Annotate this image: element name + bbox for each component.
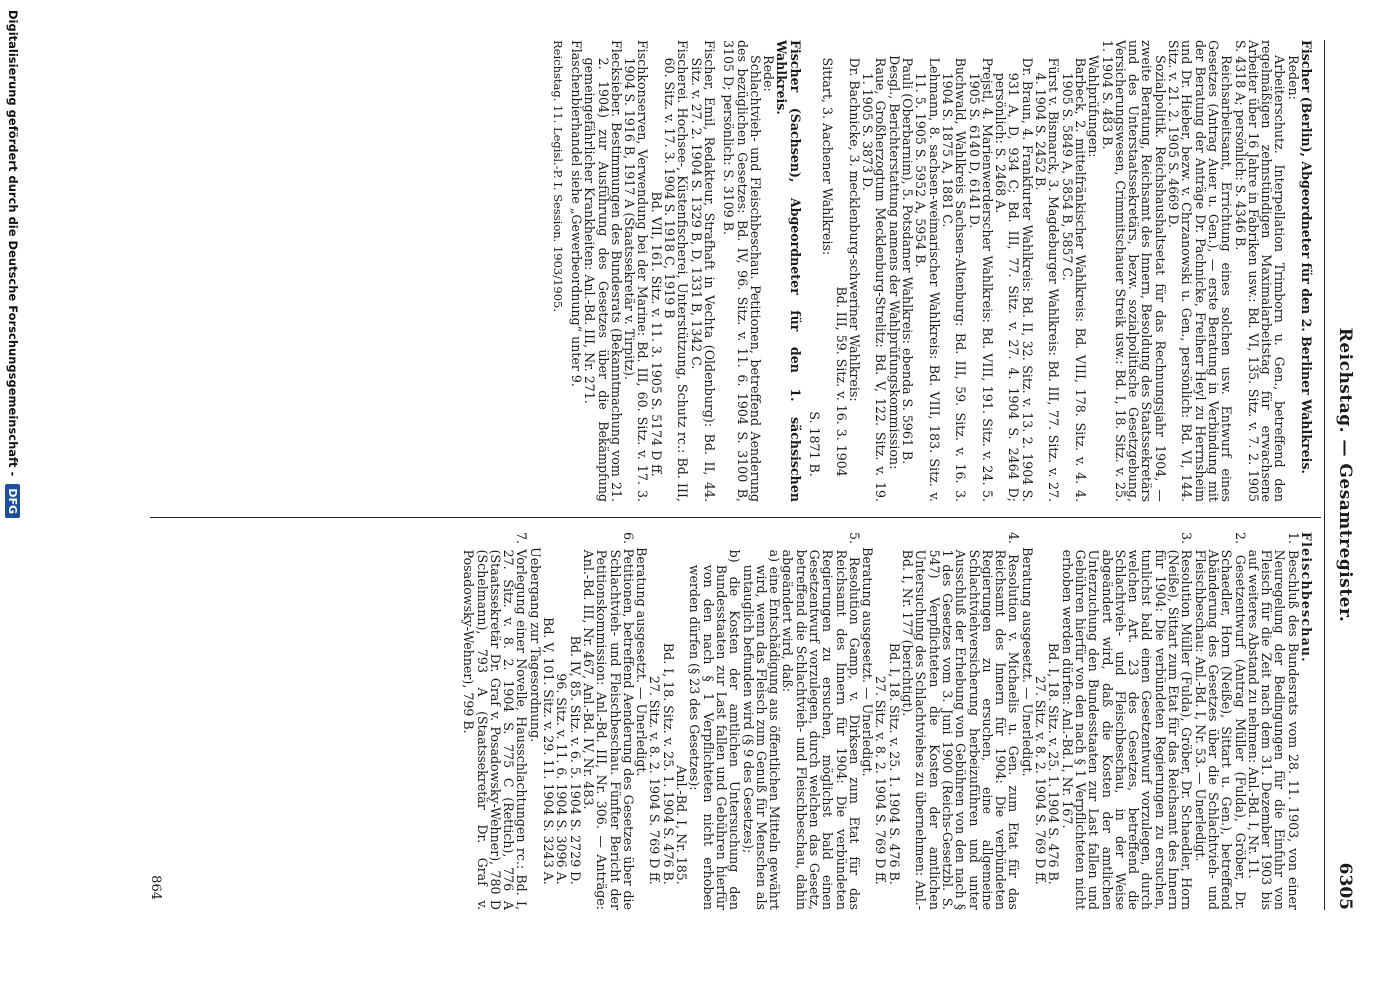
- entry-text: 1. Beschluß des Bundesrats vom 28. 11. 1903, von einer Neuregelung der Bedingungen für die Einfuhr von Fleisch für die Zeit nach dem 31. Dezember 1903 bis auf weiteres Abstand zu nehmen: Anl.-Bd. I, Nr. 11.: [1245, 532, 1301, 910]
- entry-text: Barbeck, 2. mittelfränkischer Wahlkreis: Bd. VIII, 178. Sitz. v. 4. 4. 1905 S. 5849 A, 5854 B, 5857 C.: [1059, 57, 1088, 502]
- entry-text: Raue, Großherzogtum Mecklenburg-Strelitz: Bd. V, 122. Sitz. v. 19. 1. 1905 S. 3873 D.: [860, 57, 889, 502]
- entry-heading: Fischer (Sachsen), Abgeordneter für den 1. sächsischen Wahlkreis.: [774, 40, 803, 502]
- entry-text: Sittart, 3. Aachener Wahlkreis:: [820, 57, 836, 256]
- entry-text: Arbeiterschutz. Interpellation Trimborn u. Gen., betreffend den regelmäßigen zehnstündigen Maximalarbeitstag für erwachsene Arbeiter über 16 Jahre in Fabriken usw.: Bd. VI, 135. Sitz. v. 7. 2. 1905 S. 4318 A; persönlich: S. 4346 B.: [1232, 40, 1288, 502]
- entry-text: 4. Resolution v. Michaelis u. Gen. zum Etat für das Reichsamt des Innern für 1904: Die verbündeten Regierungen zu ersuchen, eine allgemeine Schlachtviehversicherung herbeizuführen und unter Ausschluß der Erhebung von Gebühren von den nach § 1 des Gesetzes vom 3. Juni 1900 (Reichs-Gesetzbl. S. 547) Verpflichteten die Kosten der amtlichen Untersuchung des Schlachtviehes zu übernehmen: Anl.-Bd. I, Nr. 177 (berichtigt).: [900, 532, 1022, 910]
- entry-text: Dr. Braun, 4. Frankfurter Wahlkreis: Bd. II, 32. Sitz. v. 13. 2. 1904 S. 931 A, D, 934 C; Bd. III, 77. Sitz. v. 27. 4. 1904 S. 2464 D; persönlich: S. 2468 A.: [993, 57, 1035, 502]
- entry-text: Bd. I, 18. Sitz. v. 25. 1. 1904 S. 476 B.: [660, 642, 676, 885]
- page-number: 6305: [1335, 862, 1355, 910]
- entry-text: Fischer, Emil, Redakteur, Strafhaft in Vechta (Oldenburg): Bd. II, 44. Sitz. v. 27. 2. 1904 S. 1329 B, D, 1331 B, 1342 C.: [688, 40, 717, 502]
- right-column: [462, 532, 1313, 910]
- footer-page-number: 864: [148, 875, 163, 900]
- entry-text: Reichsarbeitsamt, Errichtung eines solchen usw. Entwurf eines Gesetzes (Antrag Auer u. Gen.), — erste Beratung in Verbindung mit der Beratung der Anträge Dr. Pachnicke, Freiherr Heyl zu Herrnsheim und Dr. Hieber, bezw. v. Chrzanowski u. Gen., persönlich: Bd. VI, 144. Sitz. v. 21. 2. 1905 S. 4669 D.: [1166, 40, 1235, 502]
- column-divider: [150, 517, 1321, 518]
- entry-text: Schlachtvieh- und Fleischbeschau. Petitionen, betreffend Aenderung des bezüglichen Gesetzes: Bd. IV, 96. Sitz. v. 11. 6. 1904 S. 3100 B, 3105 D; persönlich: S. 3109 B.: [721, 40, 763, 502]
- entry-text: Bd. V, 101. Sitz. v. 29. 11. 1904 S. 3243 A.: [541, 617, 557, 885]
- entry-text: Lehmann, 8. sachsen-weimarischer Wahlkreis: Bd. VIII, 183. Sitz. v. 11. 5. 1905 S. 5952 A, 5954 B.: [913, 57, 942, 502]
- entry-heading: Fleischbeschau.: [1299, 532, 1314, 663]
- subheading: Rede:: [761, 55, 777, 92]
- entry-text: Dr. Bachnicke, 3. mecklenburg-schweriner Wahlkreis:: [846, 57, 862, 402]
- entry-text: Beratung ausgesetzt. — Unerledigt.: [1019, 547, 1035, 777]
- entry-text: 96. Sitz. v. 11. 6. 1904 S. 3096 A.: [554, 673, 570, 885]
- entry-text: Bd. III, 59. Sitz. v. 16. 3. 1904: [833, 286, 849, 477]
- entry-text: 5. Resolution Gamp, v. Dirksen zum Etat für das Reichsamt des Innern für 1904: Die verbündeten Regierungen zu ersuchen, möglichst bald einen Gesetzentwurf vorzulegen, durch welchen das Gesetz, betreffend die Schlachtvieh- und Fleischbeschau, dahin abgeändert wird, daß:: [780, 532, 862, 910]
- entry-text: Uebergang zur Tagesordnung.: [527, 547, 543, 743]
- entry-text: Pauli (Oberbarnim), 5. Potsdamer Wahlkreis: ebenda S. 5961 B.: [900, 57, 916, 465]
- entry-text: a) eine Entschädigung aus öffentlichen Mitteln gewährt wird, wenn das Fleisch zum Genuß für Menschen als untauglich befunden wird (§ 9 des Gesetzes);: [740, 549, 783, 910]
- digitization-note: [0, 0, 26, 1000]
- entry-text: Fürst v. Bismarck, 3. Magdeburger Wahlkreis: Bd. III, 77. Sitz. v. 27. 4. 1904 S. 2452 B.: [1033, 57, 1062, 502]
- running-title: Reichstag. — Gesamtregister.: [1335, 327, 1355, 623]
- entry-text: 27. Sitz. v. 8. 2. 1904 S. 769 D ff.: [647, 675, 663, 885]
- entry-text: 6. Petitionen, betreffend Aenderung des Gesetzes über die Schlachtvieh- und Fleischbeschau. Fünfter Bericht der Petitionskommission: Anl.-Bd. III, Nr. 306. — Anträge: Anl.-Bd. III, Nr. 467, Anl.-Bd. IV, Nr. 483.: [580, 532, 636, 910]
- entry-text: 3. Resolution Müller (Fulda), Gröber, Dr. Schaedler, Horn (Neiße), Sittart zum Etat für das Reichsamt des Innern für 1904: Die verbündeten Regierungen zu ersuchen, tunlichst bald einen Gesetzentwurf vorzulegen, durch welchen Art. 23 des Gesetzes, betreffend die Schlachtvieh- und Fleischbeschau, in der Weise abgeändert wird, daß die Kosten der amtlichen Unterzuchung den Bundesstaaten zur Last fallen und Gebühren hierfür von den nach § 1 Verpflichteten nicht erhoben werden dürfen: Anl.-Bd. I, Nr. 167.: [1059, 532, 1195, 910]
- entry-text: 2. Gesetzentwurf (Antrag Müller (Fulda), Gröber, Dr. Schaedler, Horn (Neiße), Sittart u. Gen.), betreffend Abänderung des Gesetzes über die Schlachtvieh- und Fleischbeschau: Anl.-Bd. I, Nr. 53. — Unerledigt.: [1192, 532, 1248, 910]
- entry-text: Bd. I, 18. Sitz. v. 25. 1. 1904 S. 476 B.: [886, 642, 902, 885]
- entry-text: 27. Sitz. v. 8. 2. 1904 S. 769 D ff.: [873, 675, 889, 885]
- entry-text: Fischerei. Hochsee-, Küstenfischerei, Unterstützung, Schutz rc.: Bd. III, 60. Sitz. v. 17. 3. 1904 S. 1918 C, 1919 B: [662, 40, 691, 502]
- subheading: Reden:: [1285, 55, 1301, 100]
- entry-text: Fischkonserven, Verwendung bei der Marine: Bd. III, 60. Sitz. v. 17. 3. 1904 S. 1916 B, 1917 A (Staatssekretär v. Tirpitz).: [622, 40, 651, 502]
- entry-text: Desgl., Berichterstattung namens der Wahlprüfungskommission:: [886, 55, 902, 470]
- entry-text: b) die Kosten der amtlichen Untersuchung den Bundesstaaten zur Last fallen und Gebühren hierfür von den nach § 1 Verpflichteten nicht erhoben werden dürfen (§ 23 des Gesetzes):: [687, 549, 743, 910]
- page-header: [1329, 40, 1355, 910]
- entry-heading: Fischer (Berlin), Abgeordneter für den 2. Berliner Wahlkreis.: [1299, 40, 1314, 474]
- subheading: Wahlprüfungen:: [1086, 55, 1102, 158]
- entry-text: Anl.-Bd. I, Nr. 185.: [674, 765, 690, 885]
- entry-text: Sozialpolitik. Reichshaushaltsetat für das Rechnungsjahr 1904, — zweite Beratung, Reichsamt des Innern, Besoldung des Staatssekretärs und des Unterstaatssekretärs, bezw. sozialpolitische Gesetzgebung, Versicherungswesen, Crimmitschauer Streik usw.: Bd. I, 18. Sitz. v. 25. 1. 1904 S. 483 B.: [1099, 40, 1168, 502]
- entry-text: Flaschenbierhandel siehe „Gewerbeordnung“ unter 9.: [568, 40, 584, 387]
- entry-text: Bd. I, 18. Sitz. v. 25. 1. 1904 S. 476 B.: [1046, 642, 1062, 885]
- entry-text: Buchwald, Wahlkreis Sachsen-Altenburg: Bd. III, 59. Sitz. v. 16. 3. 1904 S. 1875 A, 1881 C.: [939, 57, 969, 502]
- entry-text: 7. Vorlegung einer Novelle, Hausschlachtungen rc.: Bd. I, 27. Sitz. v. 8. 2. 1904 S. 775 C (Rettich), 776 A (Staatssekretär Dr. Graf v. Posadowsky-Wehner), 780 D (Schelmann), 793 A (Staatssekretär Dr. Graf v. Posadowsky-Wehner), 799 B.: [461, 532, 530, 910]
- footer-citation: Reichstag. 11. Legisl.-P. I. Session. 1903/1905.: [550, 40, 565, 313]
- left-column: [550, 40, 1313, 502]
- entry-text: 27. Sitz. v. 8. 2. 1904 S. 769 D ff.: [1033, 675, 1049, 885]
- entry-text: Flecksieber. Bestimmungen des Bundesrats (Bekanntmachung vom 21. 2. 1904) zur Ausführung des Gesetzes über die Bekämpfung gemeingefährlicher Krankheiten: Anl.-Bd. III, Nr. 271.: [582, 40, 624, 502]
- header-rule: [1324, 40, 1325, 910]
- entry-text: S. 1871 B.: [807, 411, 823, 477]
- entry-text: Bd. IV, 85. Sitz. v. 6. 5. 1904 S. 2729 D.: [567, 635, 583, 885]
- dfg-logo: DFG: [6, 484, 21, 518]
- entry-text: Beratung ausgesetzt. — Unerledigt.: [860, 547, 876, 777]
- entry-text: Beratung ausgesetzt. — Unerledigt.: [634, 547, 650, 777]
- digitization-text: Digitalisierung gefördert durch die Deutsche Forschungsgemeinschaft -: [6, 10, 20, 477]
- entry-text: Bd. VII, 161. Sitz. v. 11. 3. 1905 S. 5174 D ff.: [648, 191, 664, 477]
- entry-text: Prejstl, 4. Marienwerderscher Wahlkreis: Bd. VIII, 191. Sitz. v. 24. 5. 1905 S. 6140 D, 6141 D.: [966, 57, 995, 502]
